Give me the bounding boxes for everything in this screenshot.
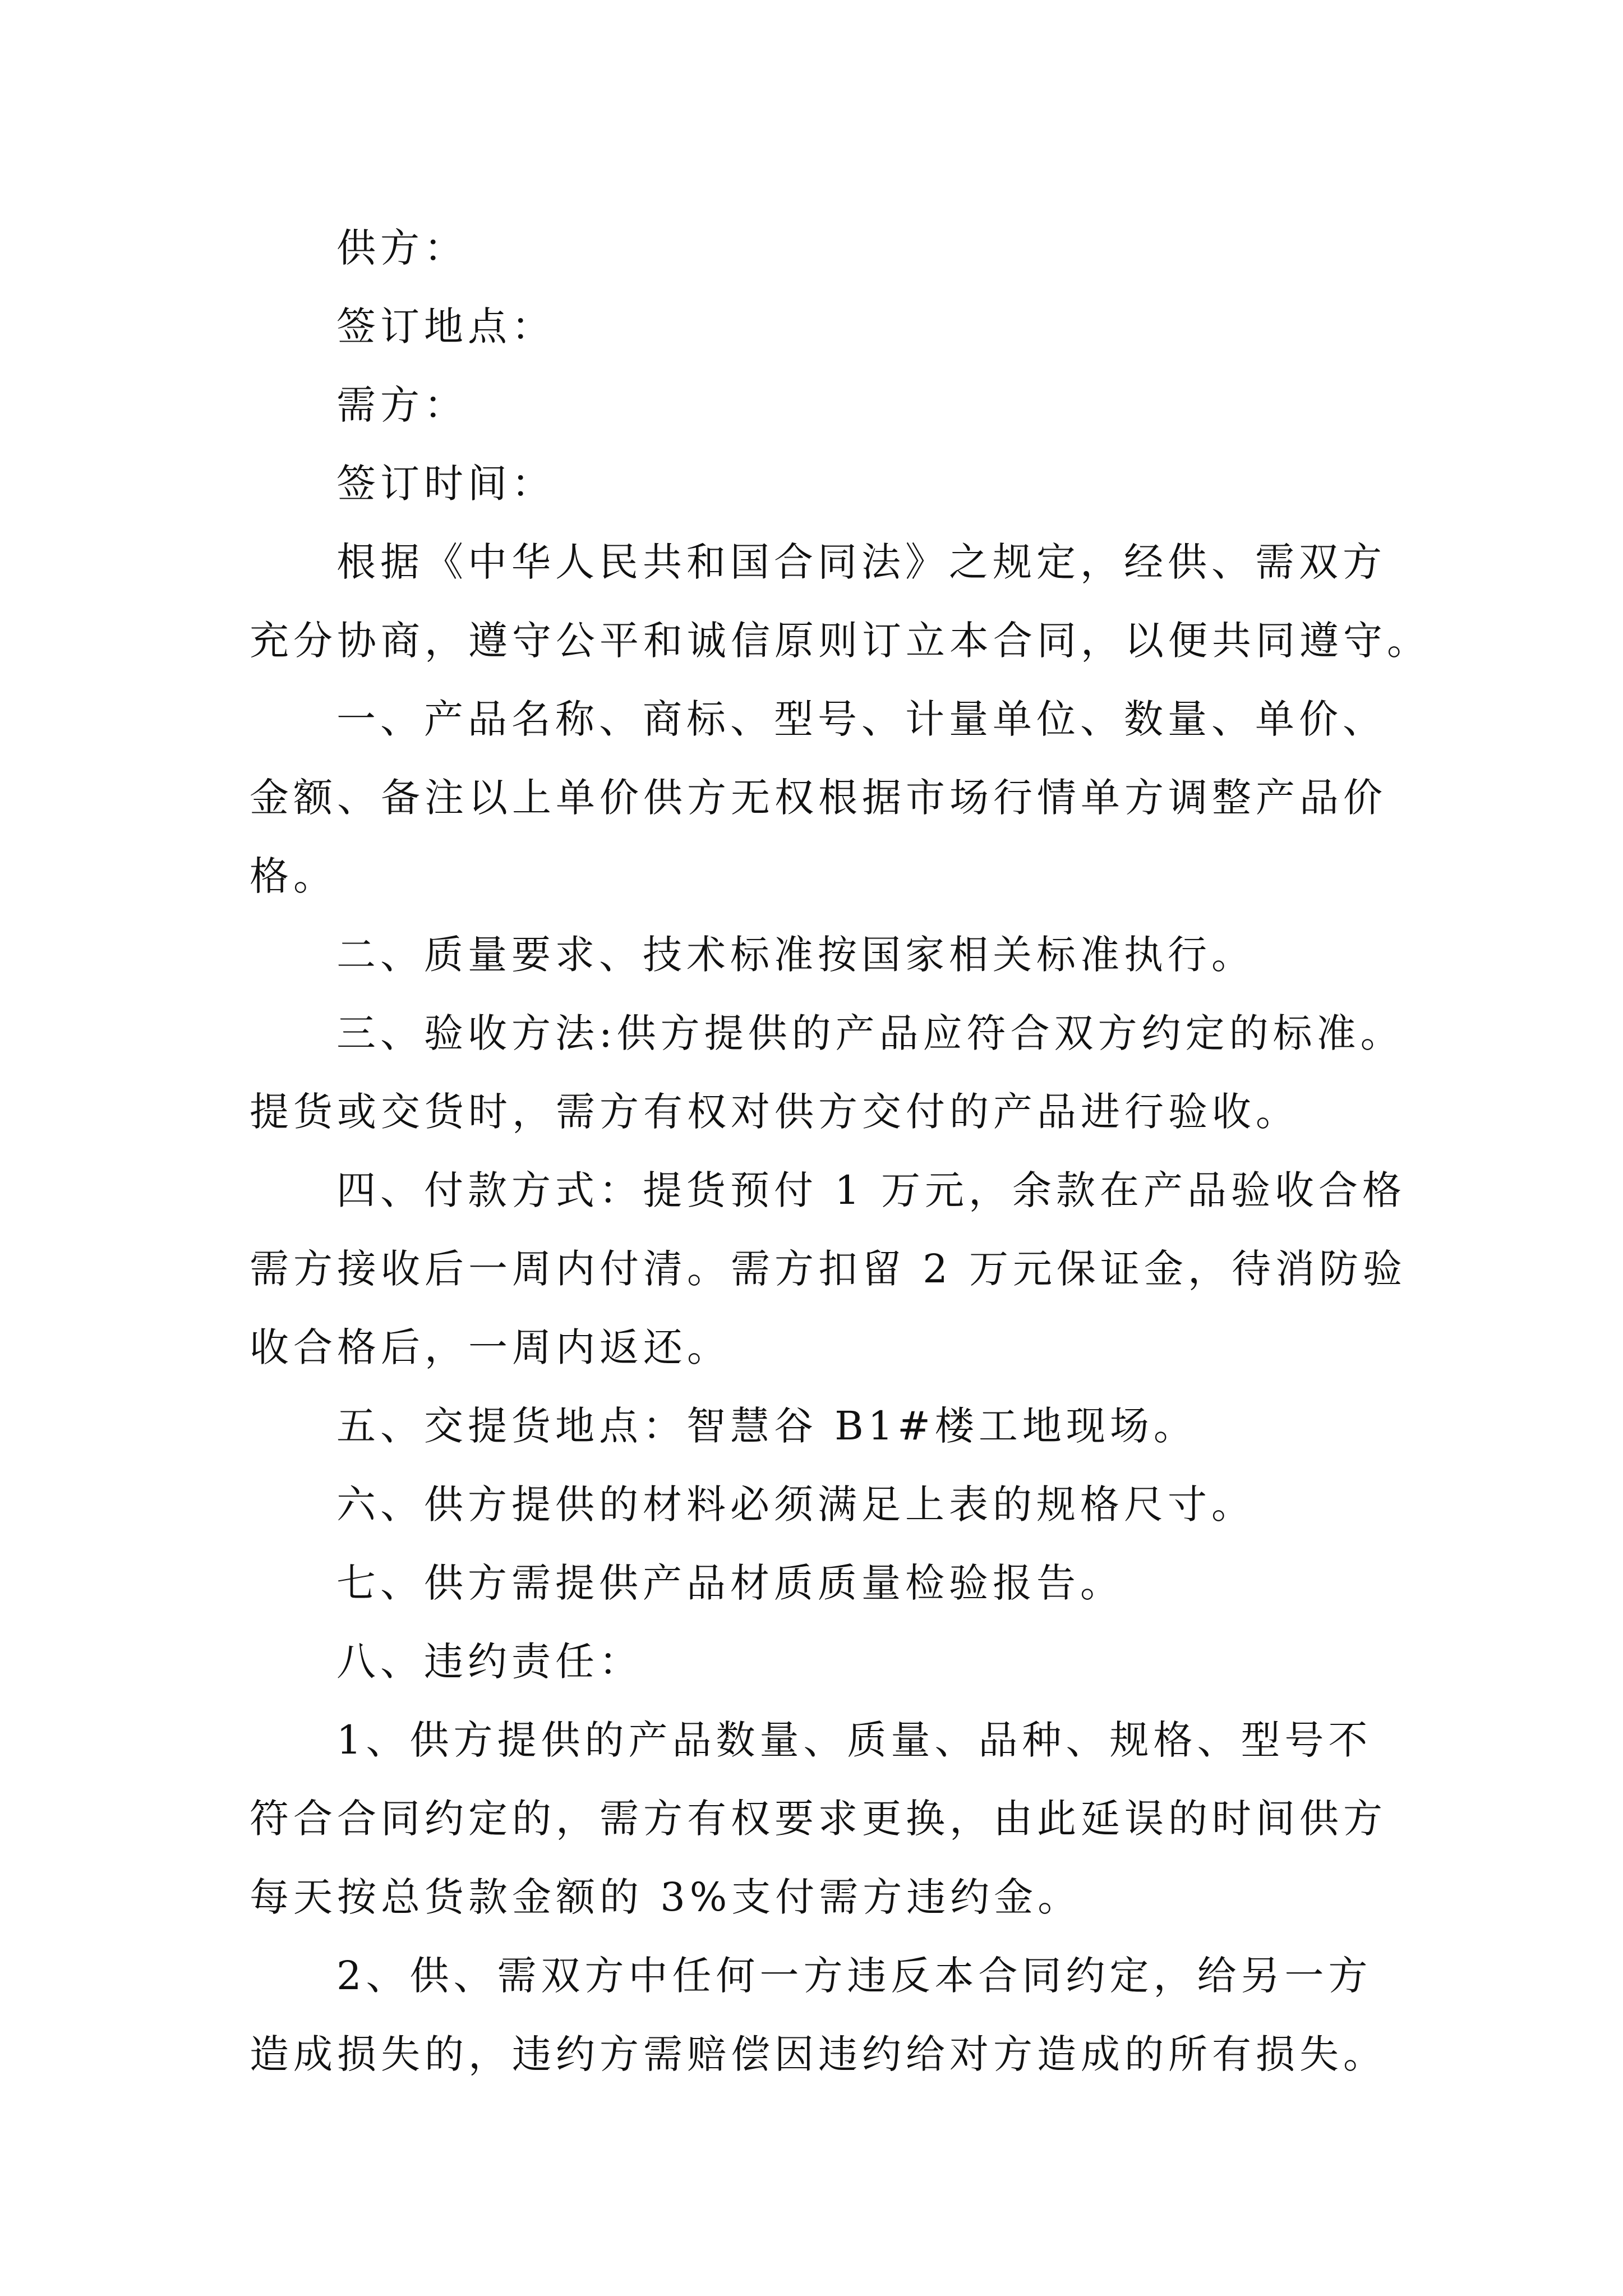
- sign-place-field: 签订地点：: [336, 303, 555, 349]
- clause-1: [250, 680, 1391, 915]
- clause-8-title: 八、违约责任：: [336, 1639, 643, 1685]
- clause-8-item-1-line-1: 1、供方提供的产品数量、质量、品种、规格、型号不: [336, 1717, 1372, 1763]
- clause-1-line-3: 格。: [250, 853, 337, 899]
- clause-8-item-1-line-3: 每天按总货款金额的 3%支付需方违约金。: [250, 1874, 1082, 1920]
- clause-8-item-2: [250, 1936, 1391, 2093]
- clause-1-line-1: 一、产品名称、商标、型号、计量单位、数量、单价、: [336, 696, 1386, 742]
- supplier-field: 供方：: [336, 225, 468, 271]
- clause-4: [250, 1151, 1407, 1387]
- clause-8-item-1-line-2: 符合合同约定的，需方有权要求更换，由此延误的时间供方: [250, 1796, 1387, 1842]
- intro-line-1: 根据《中华人民共和国合同法》之规定，经供、需双方: [336, 539, 1386, 585]
- intro-line-2: 充分协商，遵守公平和诚信原则订立本合同，以便共同遵守。: [250, 618, 1431, 664]
- clause-2-line-1: 二、质量要求、技术标准按国家相关标准执行。: [336, 932, 1255, 978]
- clause-8-item-2-line-1: 2、供、需双方中任何一方违反本合同约定，给另一方: [336, 1953, 1372, 1999]
- clause-5-line-1: 五、交提货地点：智慧谷 B1#楼工地现场。: [336, 1403, 1197, 1449]
- clause-7: [250, 1544, 1391, 1622]
- clause-6-line-1: 六、供方提供的材料必须满足上表的规格尺寸。: [336, 1481, 1255, 1527]
- clause-4-line-2: 需方接收后一周内付清。需方扣留 2 万元保证金，待消防验: [250, 1246, 1407, 1292]
- clause-8-item-1: [250, 1701, 1391, 1936]
- clause-3-line-2: 提货或交货时，需方有权对供方交付的产品进行验收。: [250, 1089, 1299, 1135]
- clause-3-line-1: 三、验收方法:供方提供的产品应符合双方约定的标准。: [336, 1010, 1404, 1056]
- contract-body: [250, 209, 1431, 2093]
- clause-8-item-2-line-2: 造成损失的，违约方需赔偿因违约给对方造成的所有损失。: [250, 2031, 1387, 2077]
- clause-4-line-3: 收合格后，一周内返还。: [250, 1324, 731, 1370]
- clause-2: [250, 915, 1391, 994]
- clause-3: [250, 994, 1404, 1151]
- intro-paragraph: [250, 523, 1431, 680]
- sign-time-field: 签订时间：: [336, 461, 555, 507]
- clause-6: [250, 1465, 1391, 1544]
- clause-7-line-1: 七、供方需提供产品材质质量检验报告。: [336, 1560, 1124, 1606]
- clause-4-line-1: 四、付款方式：提货预付 1 万元，余款在产品验收合格: [336, 1167, 1407, 1213]
- buyer-field: 需方：: [336, 382, 468, 428]
- clause-1-line-2: 金额、备注以上单价供方无权根据市场行情单方调整产品价: [250, 775, 1387, 821]
- clause-5: [250, 1387, 1391, 1465]
- clause-8: [250, 1622, 1391, 2093]
